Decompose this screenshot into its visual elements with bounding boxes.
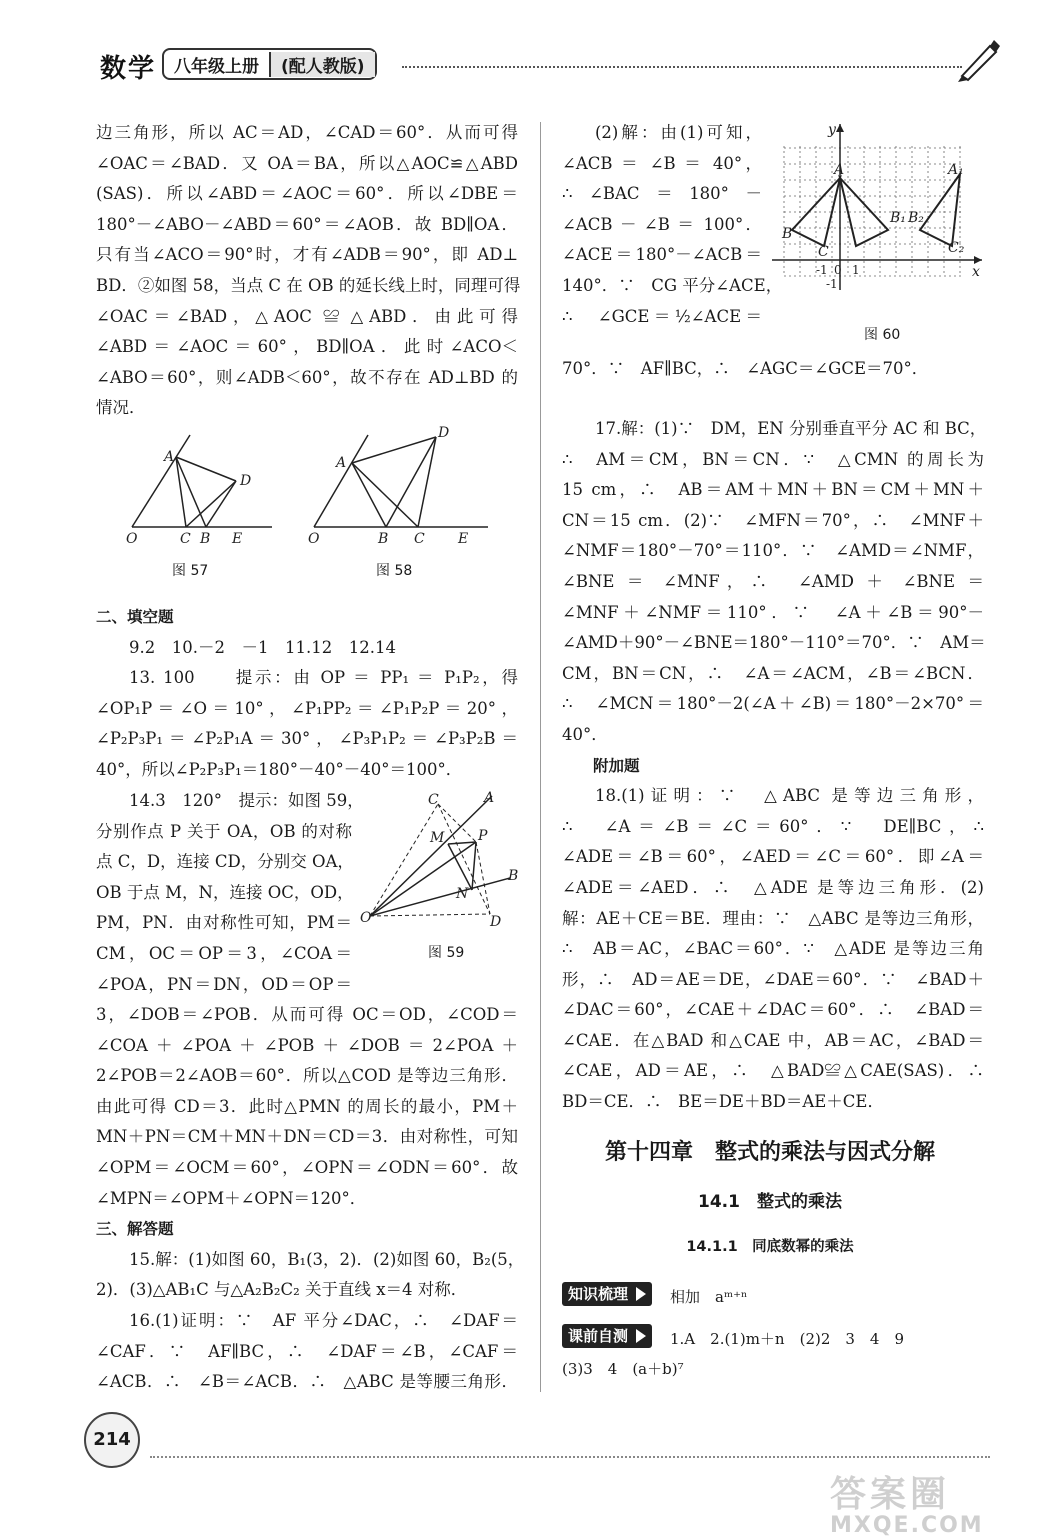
point-label: B₂ [908, 210, 924, 226]
text-line: MN＋PN＝CM＋MN＋DN＝CD＝3．由对称性，可知 [96, 1127, 518, 1147]
text-line: 15 cm，∴ AB＝AM＋MN＋BN＝CM＋MN＋ [562, 480, 984, 500]
figure-57-caption: 图 57 [172, 563, 209, 579]
figure-60-caption: 图 60 [864, 327, 901, 343]
section-heading: 附加题 [593, 756, 640, 775]
text-line: 13. 100 提示：由 OP ＝ PP₁ ＝ P₁P₂，得 [129, 668, 518, 688]
text-line: ∠MPN＝∠OPM＋∠OPN＝120°． [96, 1188, 367, 1208]
text-line: 140°．∵ CG 平分∠ACE， [562, 275, 783, 295]
grade-edition-badge [162, 48, 377, 80]
text-line: 17.解：(1)∵ DM，EN 分别垂直平分 AC 和 BC， [595, 419, 987, 438]
text-line: 2∠POB＝2∠AOB＝60°．所以△COD 是等边三角形． [96, 1066, 518, 1086]
point-label: C [818, 244, 829, 260]
chapter-title: 第十四章 整式的乘法与因式分解 [604, 1140, 935, 1165]
q17-section [562, 414, 987, 1118]
text-line: ∠AMD＋90°－∠BNE＝180°－110°＝70°．∵ AM＝ [562, 633, 986, 653]
text-line: ∠MNF＋∠NMF＝110°．∵ ∠A＋∠B＝90°－ [562, 602, 984, 622]
text-line: ∠ACB － ∠B ＝ 100°． [562, 214, 762, 234]
figure-60 [772, 118, 986, 298]
text-line: ∠DAC＝60°，∠CAE＋∠DAC＝60°．∴ ∠BAD＝ [562, 1000, 984, 1020]
header-dotted-line [402, 66, 962, 68]
point-label: M [430, 830, 445, 846]
figure-59-caption: 图 59 [428, 945, 465, 961]
text-line: ∠ACB．∴ ∠B＝∠ACB．∴ △ABC 是等腰三角形． [96, 1372, 518, 1392]
text-line: 18.(1)证明：∵ △ABC 是等边三角形， [595, 786, 984, 806]
text-line: 70°．∵ AF∥BC，∴ ∠AGC＝∠GCE＝70°． [562, 359, 929, 378]
text-line: OB 于点 M，N，连接 OC，OD， [96, 882, 354, 902]
point-label: C [428, 792, 439, 808]
text-line: 分别作点 P 关于 OA，OB 的对称 [96, 821, 352, 841]
point-label: A [164, 449, 175, 465]
axis-label: x [972, 264, 980, 280]
text-line: 3，∠DOB＝∠POB．从而可得 OC＝OD，∠COD＝ [96, 1005, 518, 1024]
figure-59 [356, 786, 526, 940]
text-line: BD＝CE．∴ BE＝DE＋BD＝AE＋CE． [562, 1092, 884, 1112]
text-line: ∠COA＋∠POA＋∠POB＋∠DOB＝2∠POA＋ [96, 1035, 518, 1055]
grade-label: 八年级上册 [174, 56, 259, 77]
text-line: 点 C，D，连接 CD，分别交 OA， [96, 852, 354, 872]
column-divider [540, 122, 541, 1392]
text-line: CN＝15 cm．(2)∵ ∠MFN＝70°，∴ ∠MNF＋ [562, 510, 984, 530]
text-line: ∠ADE＝∠AED．∴ △ADE 是等边三角形．(2) [562, 877, 984, 897]
text-line: ∴ ∠BAC ＝ 180° － [562, 184, 762, 204]
fill-blank-section [96, 602, 518, 786]
point-label: A [336, 455, 347, 471]
pretest-tag: 课前自测 [562, 1324, 652, 1348]
tick-label: 1 [852, 263, 860, 277]
text-line: BD．②如图 58，当点 C 在 OB 的延长线上时，同理可得 [96, 275, 521, 295]
text-line: 40°． [562, 724, 608, 744]
left-column-top [96, 118, 521, 424]
point-label: C [180, 531, 191, 547]
text-line: ∠CAE，AD＝AE，∴ △BAD≌△CAE(SAS)．∴ [562, 1061, 984, 1081]
subject-title: 数学 [100, 54, 157, 84]
point-label: E [232, 531, 243, 547]
section-title: 14.1 整式的乘法 [698, 1192, 842, 1212]
point-label: P [478, 828, 488, 844]
q14-narrow [96, 786, 364, 1000]
text-line: ∴ ∠GCE＝½∠ACE＝ [562, 306, 762, 326]
q14-wide [96, 1000, 525, 1398]
figure-58 [302, 425, 492, 554]
right-top-narrow [562, 118, 783, 332]
text-line: ∠P₂P₃P₁＝∠P₂P₁A＝30°，∠P₃P₁P₂＝∠P₃P₂B＝ [96, 729, 518, 749]
text-line: ∠OAC＝∠BAD．又 OA＝BA，所以△AOC≌△ABD [96, 153, 518, 173]
text-line: ∠CAF．∵ AF∥BC，∴ ∠DAF＝∠B，∠CAF＝ [96, 1341, 518, 1361]
text-line: 解：AE＋CE＝BE．理由：∵ △ABC 是等边三角形， [562, 908, 984, 928]
text-line: 16.(1)证明：∵ AF 平分∠DAC，∴ ∠DAF＝ [129, 1310, 518, 1330]
point-label: E [458, 531, 469, 547]
text-line: (2)解：由(1)可知， [595, 123, 762, 142]
point-label: C [414, 531, 425, 547]
section-heading: 三、解答题 [96, 1220, 174, 1239]
text-line: ∠OPM＝∠OCM＝60°，∠OPN＝∠ODN＝60°．故 [96, 1157, 518, 1177]
text-line: CM，BN＝CN，∴ ∠A＝∠ACM，∠B＝∠BCN． [562, 663, 984, 683]
point-label: A [484, 790, 495, 806]
text-line: ∠ADE＝∠B＝60°，∠AED＝∠C＝60°．即∠A＝ [562, 847, 984, 867]
text-line: ∠ABO＝60°，则∠ADB＜60°，故不存在 AD⊥BD 的 [96, 367, 518, 387]
text-line: ∠NMF＝180°－70°＝110°．∵ ∠AMD＝∠NMF， [562, 541, 984, 561]
footer-dotted-line [150, 1456, 990, 1458]
knowledge-tag: 知识梳理 [562, 1282, 652, 1306]
section-heading: 二、填空题 [96, 608, 174, 626]
point-label: B₁ [890, 210, 906, 226]
text-line: PM，PN．由对称性可知，PM＝ [96, 913, 352, 933]
point-label: D [490, 914, 502, 930]
figure-58-caption: 图 58 [376, 563, 413, 579]
edition-label: (配人教版) [269, 52, 375, 77]
tick-label: -1 [826, 277, 838, 291]
text-line: ∠POA，PN＝DN，OD＝OP＝ [96, 974, 352, 994]
text-line: ∠OP₁P＝∠O＝10°，∠P₁PP₂＝∠P₁P₂P＝20°， [96, 698, 518, 718]
text-line: (SAS)．所以∠ABD＝∠AOC＝60°．所以∠DBE＝ [96, 184, 518, 204]
text-line: 2)．(3)△AB₁C 与△A₂B₂C₂ 关于直线 x＝4 对称． [96, 1280, 468, 1300]
point-label: B [378, 531, 389, 547]
watermark [830, 1466, 984, 1538]
point-label: B [200, 531, 211, 547]
figure-57 [120, 425, 280, 554]
pretest-answer: 1.A 2.(1)m＋n (2)2 3 4 9 [670, 1330, 905, 1348]
axis-label: y [828, 122, 836, 138]
text-line: 15.解：(1)如图 60，B₁(3，2)．(2)如图 60，B₂(5， [129, 1249, 525, 1269]
pencil-icon [952, 34, 1002, 84]
text-line: 14.3 120° 提示：如图 59， [129, 791, 364, 810]
point-label: D [240, 473, 252, 489]
text-line: 形，∴ AD＝AE＝DE，∠DAE＝60°．∵ ∠BAD＋ [562, 969, 984, 989]
watermark-url: MXQE.COM [830, 1513, 984, 1538]
point-label: O [360, 910, 372, 926]
text-line: 180°－∠ABO－∠ABD＝60°＝∠AOB．故 BD∥OA． [96, 214, 518, 234]
text-line: ∠ACE＝180°－∠ACB＝ [562, 245, 762, 265]
page-header [92, 44, 1012, 84]
point-label: B [782, 226, 793, 242]
text-line: ∠CAE．在△BAD 和△CAE 中，AB＝AC，∠BAD＝ [562, 1030, 984, 1050]
text-line: ∴ ∠MCN＝180°－2(∠A＋∠B)＝180°－2×70°＝ [562, 694, 984, 714]
text-line: ∴ AB＝AC，∠BAC＝60°．∵ △ADE 是等边三角 [562, 939, 984, 959]
subsection-title: 14.1.1 同底数幂的乘法 [686, 1239, 854, 1255]
text-line: 边三角形，所以 AC＝AD，∠CAD＝60°．从而可得 [96, 123, 518, 142]
text-line: 由此可得 CD＝3．此时△PMN 的周长的最小，PM＋ [96, 1096, 518, 1116]
point-label: O [308, 531, 320, 547]
text-line: ∴ AM＝CM，BN＝CN．∵ △CMN 的周长为 [562, 449, 984, 469]
page-number: 214 [84, 1412, 140, 1468]
text-line: ∠OAC＝∠BAD，△AOC ≌ △ABD．由此可得 [96, 306, 518, 326]
point-label: N [456, 886, 469, 902]
text-line: 40°，所以∠P₂P₃P₁＝180°－40°－40°＝100°． [96, 759, 463, 779]
point-label: A₁ [948, 162, 964, 178]
text-line: ∠BNE ＝ ∠MNF，∴ ∠AMD ＋ ∠BNE ＝ [562, 571, 984, 591]
text-line: ∠ACB ＝ ∠B ＝ 40°， [562, 153, 762, 173]
point-label: A [834, 162, 845, 178]
knowledge-answer: 相加 aᵐ⁺ⁿ [670, 1288, 748, 1306]
point-label: D [438, 425, 450, 441]
text-line: ∴ ∠A＝∠B＝∠C＝60°．∵ DE∥BC，∴ [562, 816, 984, 836]
text-line: 情况． [96, 398, 146, 418]
watermark-logo-text: 答案圈 [830, 1474, 951, 1515]
tick-label: -1 [816, 263, 828, 277]
tick-label: 0 [834, 263, 842, 277]
right-70-line [562, 354, 984, 385]
text-line: ∠ABD＝∠AOC＝60°，BD∥OA．此时∠ACO＜ [96, 337, 518, 357]
point-label: O [126, 531, 138, 547]
text-line: CM，OC＝OP＝3，∠COA＝ [96, 943, 352, 963]
pretest-answer-line2: (3)3 4 (a＋b)⁷ [562, 1360, 684, 1378]
text-line: 只有当∠ACO＝90°时，才有∠ADB＝90°，即 AD⊥ [96, 245, 518, 265]
point-label: C₂ [948, 240, 965, 256]
answers-line: 9.2 10.－2 －1 11.12 12.14 [129, 637, 396, 657]
point-label: B [508, 868, 519, 884]
